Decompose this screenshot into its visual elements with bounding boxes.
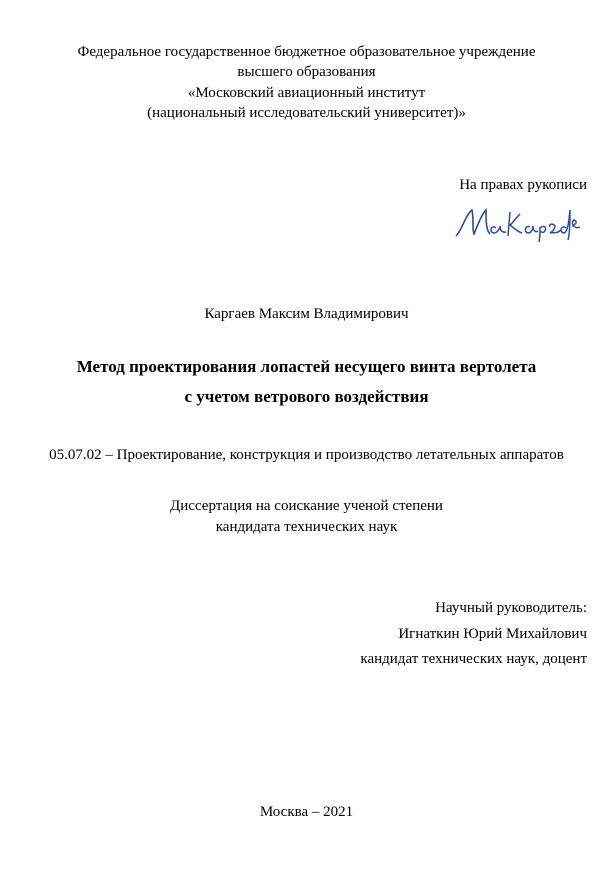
institution-line-2: высшего образования [237,64,376,80]
supervisor-name: Игнаткин Юрий Михайлович [398,626,587,642]
city-year: Москва – 2021 [259,804,354,820]
author-name: Каргаев Максим Владимирович [204,306,409,322]
manuscript-note: На правах рукописи [459,177,587,193]
degree-line-1: Диссертация на соискание ученой степени [170,498,443,514]
supervisor-label: Научный руководитель: [435,600,587,616]
dissertation-title-line-2: с учетом ветрового воздействия [184,387,429,406]
institution-line-3: «Московский авиационный институт [187,85,426,101]
signature-image [452,200,584,244]
specialty: 05.07.02 – Проектирование, конструкция и производство летательных аппаратов [49,447,564,463]
institution-line-1: Федеральное государственное бюджетное образовательное учреждение [77,44,536,60]
degree-line-2: кандидата технических наук [215,519,398,535]
dissertation-title-line-1: Метод проектирования лопастей несущего винта вертолета [76,357,537,376]
supervisor-title: кандидат технических наук, доцент [360,651,587,667]
institution-line-4: (национальный исследовательский университет)» [147,105,466,121]
